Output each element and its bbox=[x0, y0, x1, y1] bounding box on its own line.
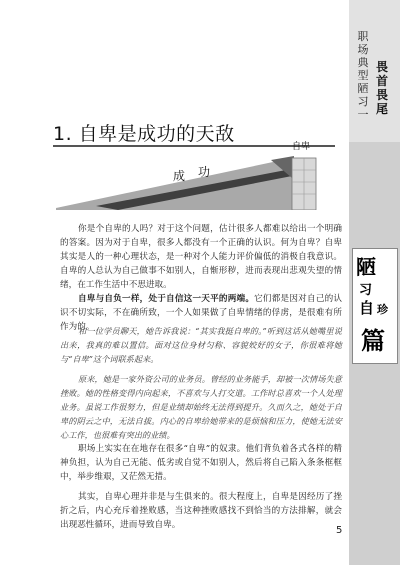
arrow-tower-illustration bbox=[56, 150, 338, 210]
chapter-char: 畏 bbox=[375, 60, 388, 74]
paragraph: 职场上实实在在地存在很多“自卑”的奴隶。他们背负着各式各样的精神负担，认为自己无能、低劣或自觉不如别人，然后将自己陷入条条框框中，举步维艰，又茫然无措。 bbox=[60, 444, 342, 482]
chapter-char: 首 bbox=[375, 74, 388, 88]
page-title: 1. 自卑是成功的天敌 bbox=[53, 123, 235, 145]
callig-char: 习 bbox=[359, 283, 373, 298]
arrow-word: 成 bbox=[173, 169, 186, 183]
callig-char: 陋 bbox=[356, 255, 376, 279]
paragraph: 你是个自卑的人吗？对于这个问题，估计很多人都难以给出一个明确的答案。因为对于自卑，很多人都没有一个正确的认识。何为自卑？自卑其实是人的一种心理状态，是一种对个人能力评价偏低的消极自我意识。自卑的人总认为自己做事不如别人，自惭形秽，进而表现出悲观失望的情绪，在工作生活中不思进取。 bbox=[60, 224, 342, 290]
paragraph-lead-bold: 自卑与自负一样，处于自信这一天平的两端。 bbox=[78, 294, 255, 304]
case-paragraph: 和一位学员聊天，她告诉我说：“其实我挺自卑的。”听到这话从她嘴里说出来，我真的难以置信。面对这位身材匀称、容貌姣好的女子，你很难将她与“自卑”这个词联系起来。 bbox=[60, 326, 342, 364]
series-char: 典 bbox=[357, 56, 369, 69]
page-number: 5 bbox=[336, 525, 343, 536]
series-char: 一 bbox=[357, 108, 369, 121]
calligraphy-section-mark bbox=[352, 248, 398, 364]
chapter-title-vertical bbox=[374, 60, 390, 116]
callig-char: 珍 bbox=[377, 303, 388, 316]
callig-char: 自 bbox=[359, 299, 375, 317]
callig-char: 篇 bbox=[361, 326, 385, 355]
series-char: 陋 bbox=[357, 82, 369, 95]
series-char: 场 bbox=[357, 43, 369, 56]
series-char: 习 bbox=[357, 95, 369, 108]
tower-label-text: 自卑 bbox=[292, 142, 311, 152]
series-char: 型 bbox=[357, 69, 369, 82]
paragraph: 其实，自卑心理并非是与生俱来的。很大程度上，自卑是因经历了挫折之后，内心充斥着挫败感，当这种挫败感找不到恰当的方法排解，就会出现恶性循环，进而导致自卑。 bbox=[60, 492, 342, 530]
series-char: 职 bbox=[357, 30, 369, 43]
chapter-char: 畏 bbox=[375, 88, 388, 102]
series-title-vertical bbox=[356, 30, 370, 121]
chapter-char: 尾 bbox=[375, 102, 388, 116]
rising-arrow-shadow bbox=[56, 158, 292, 210]
paragraph-rest: 它们都是因对自己的认识不切实际，不在确所致，一个人如果做了自卑情绪的俘虏，是很难有所作为的。 bbox=[60, 294, 342, 332]
arrow-word: 功 bbox=[198, 165, 211, 179]
case-paragraph: 原来，她是一家外资公司的业务员。曾经的业务能手，却被一次情场失意挫败。她的性格变得内向起来，不喜欢与人打交道。工作时总喜欢一个人处理业务。虽说工作很努力，但是业绩却始终无法得到提升。久而久之，她处于自卑的阴云之中，无法自拔。内心的自卑给她带来的是烦恼和压力，使她无法安心工作，也很难有突出的业绩。 bbox=[60, 374, 342, 440]
